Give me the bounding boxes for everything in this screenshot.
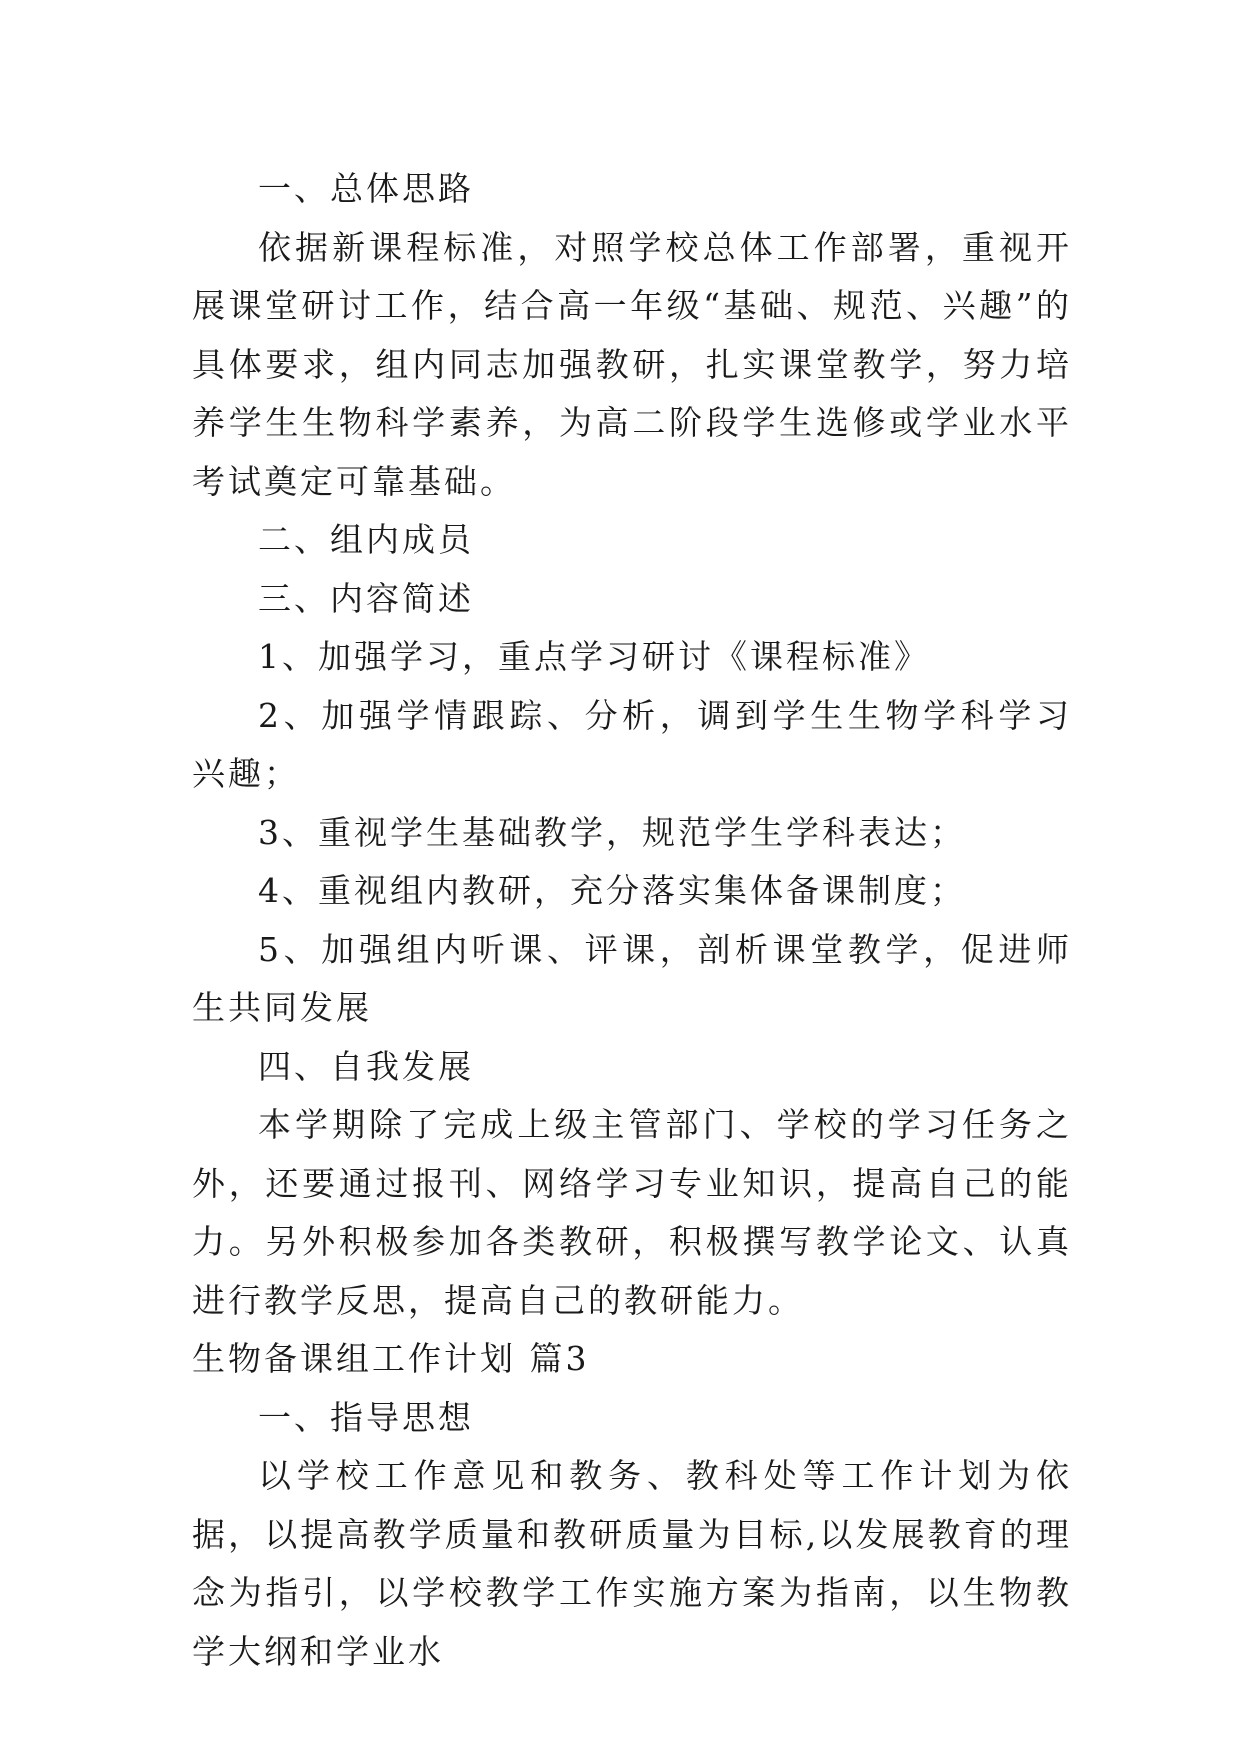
list-item-3: 3、重视学生基础教学，规范学生学科表达； (258, 812, 966, 852)
section-heading-guiding-ideology: 一、指导思想 (258, 1397, 474, 1437)
paragraph-guiding-ideology: 以学校工作意见和教务、教科处等工作计划为依据，以提高教学质量和教研质量为目标,以发展教育的理念为指引，以学校教学工作实施方案为指南，以生物教学大纲和学业水 (192, 1456, 1072, 1671)
paragraph-overall-approach: 依据新课程标准，对照学校总体工作部署，重视开展课堂研讨工作，结合高一年级“基础、规范、兴趣”的具体要求，组内同志加强教研，扎实课堂教学，努力培养学生生物科学素养，为高二阶段学生选修或学业水平考试奠定可靠基础。 (192, 227, 1072, 501)
list-item-5: 5、加强组内听课、评课，剖析课堂教学，促进师生共同发展 (192, 929, 1072, 1027)
list-item-4: 4、重视组内教研，充分落实集体备课制度； (258, 871, 966, 910)
paragraph-self-development: 本学期除了完成上级主管部门、学校的学习任务之外，还要通过报刊、网络学习专业知识，提高自己的能力。另外积极参加各类教研，积极撰写教学论文、认真进行教学反思，提高自己的教研能力。 (192, 1105, 1072, 1320)
section-heading-self-development: 四、自我发展 (258, 1046, 474, 1086)
list-item-2: 2、加强学情跟踪、分析，调到学生生物学科学习兴趣； (192, 695, 1072, 793)
section-heading-overall-approach: 一、总体思路 (258, 169, 474, 208)
plan-title: 生物备课组工作计划 篇3 (192, 1339, 590, 1378)
document-body (192, 160, 1072, 1681)
section-heading-content-summary: 三、内容简述 (258, 578, 474, 618)
section-heading-members: 二、组内成员 (258, 520, 474, 559)
list-item-1: 1、加强学习，重点学习研讨《课程标准》 (258, 637, 930, 676)
